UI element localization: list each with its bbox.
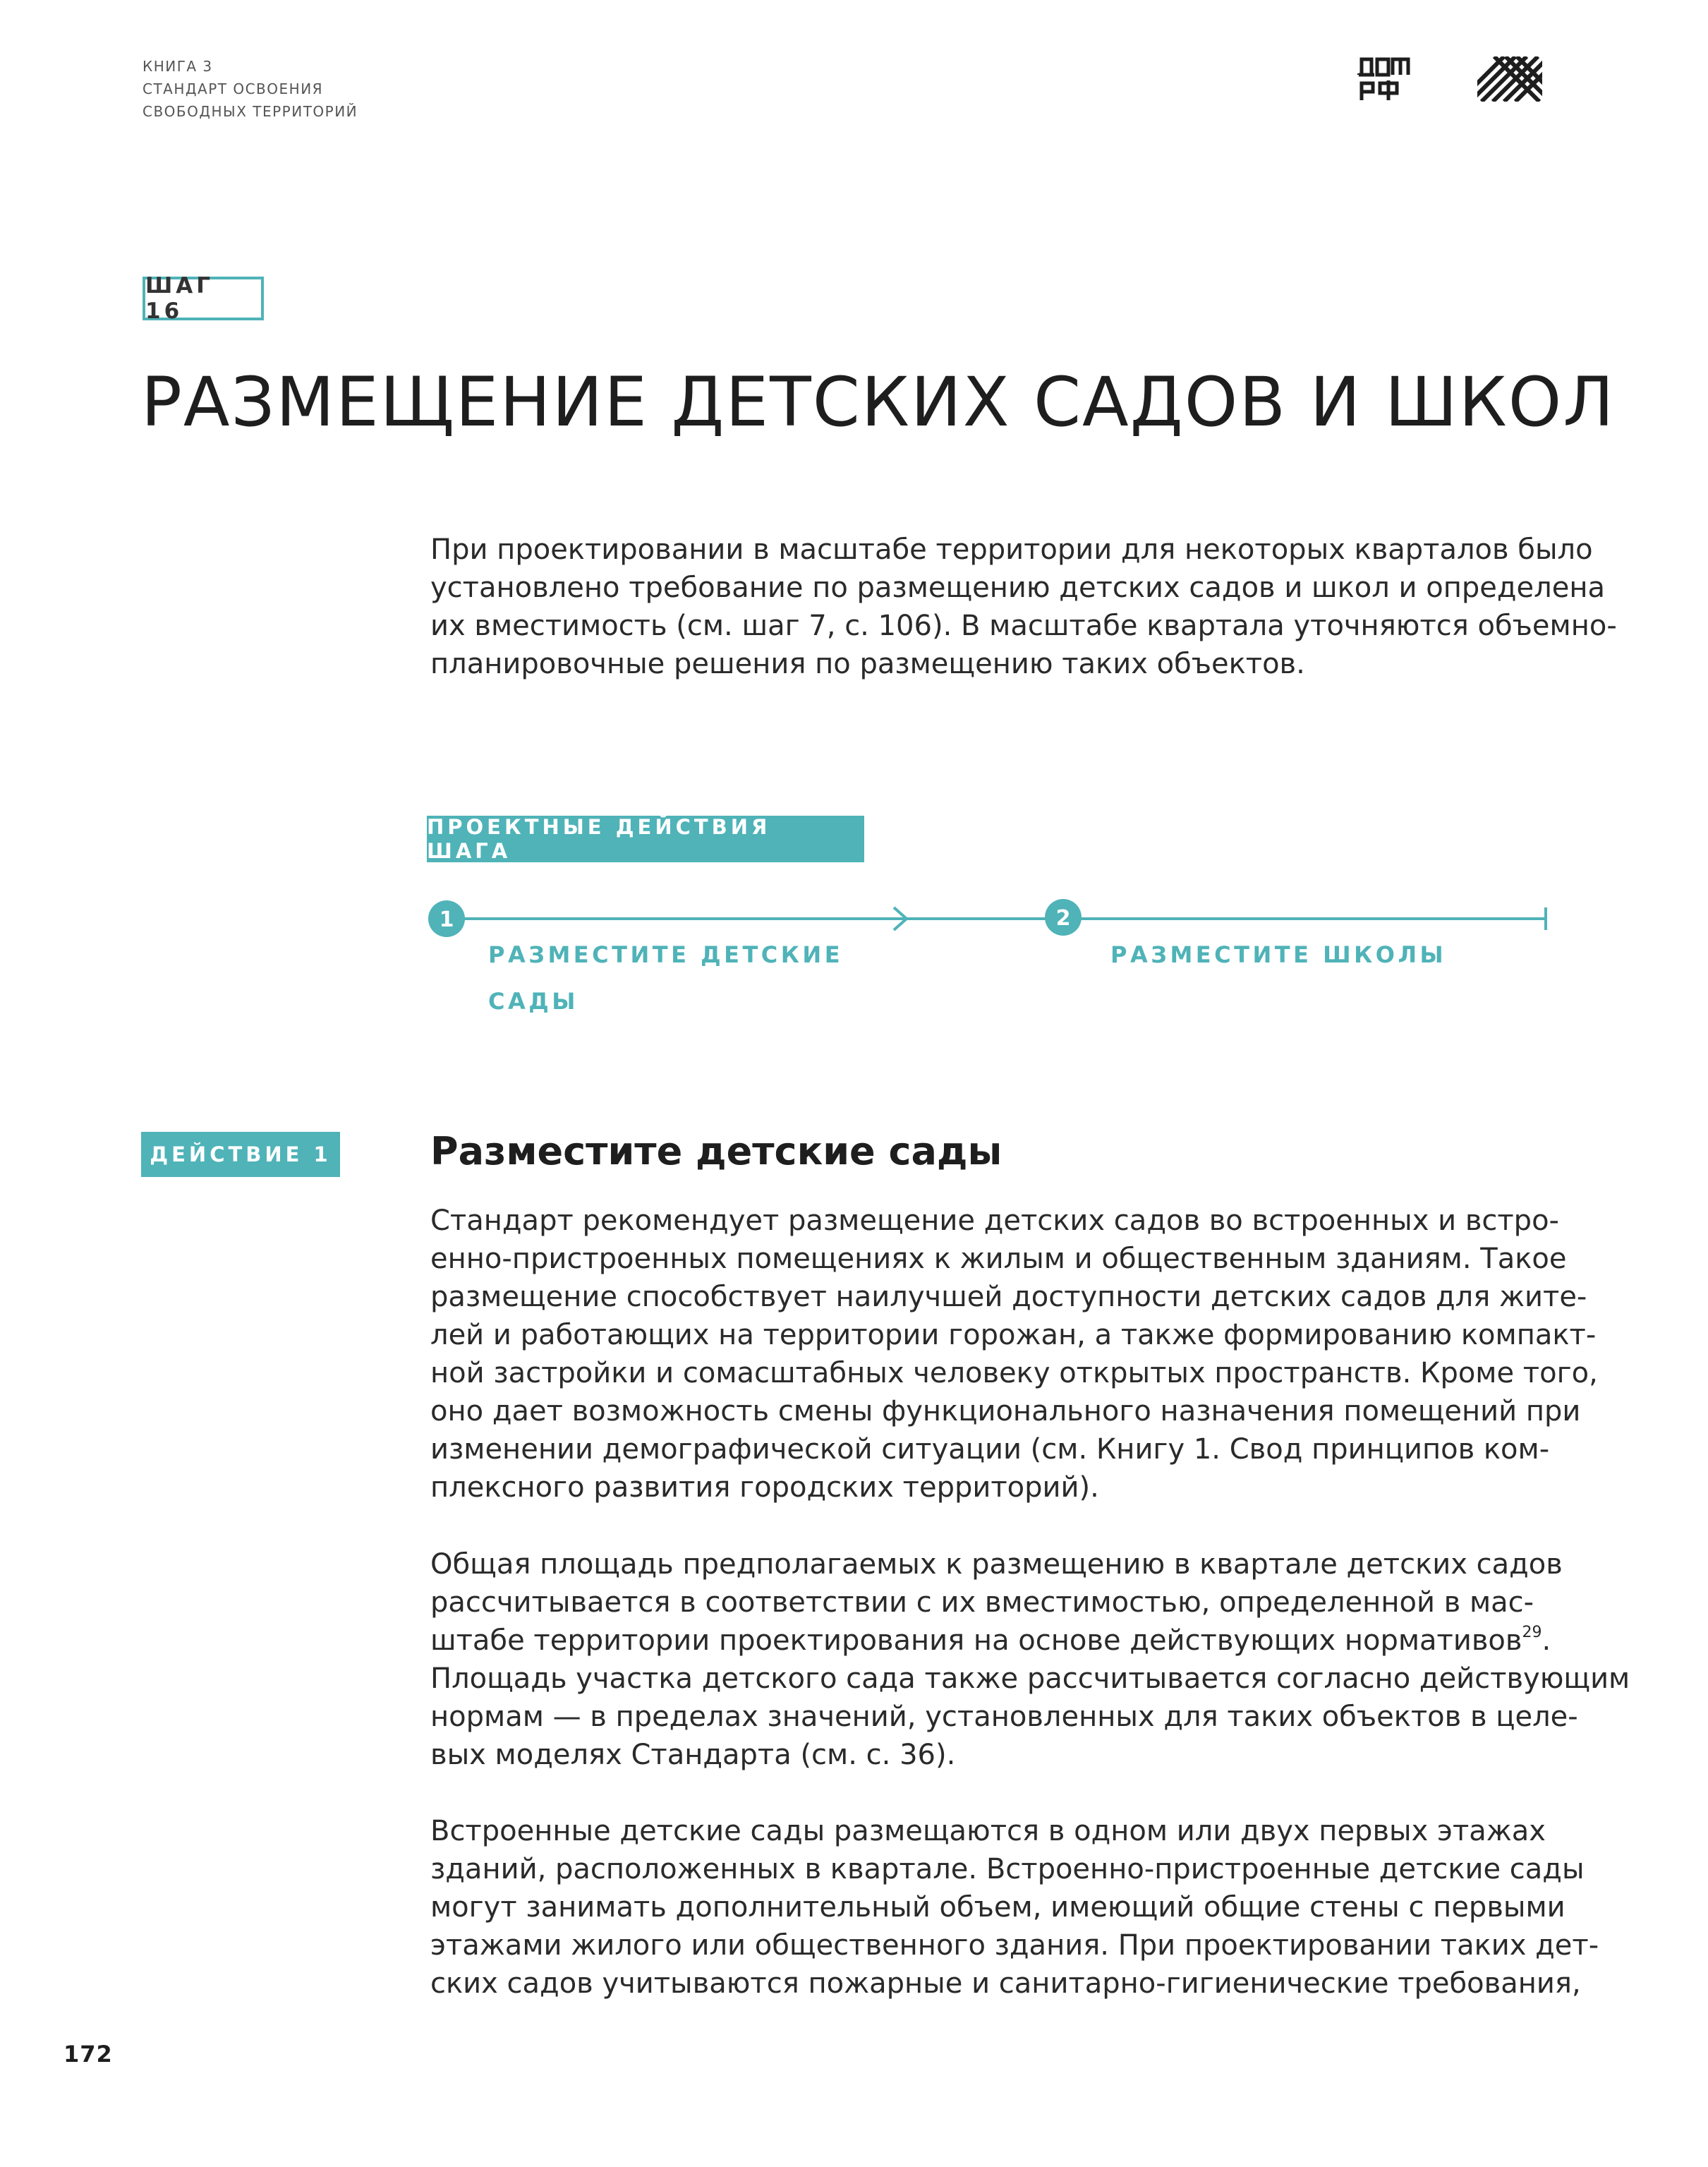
actions-badge: ПРОЕКТНЫЕ ДЕЙСТВИЯ ШАГА: [427, 816, 864, 862]
paragraph-line: размещение способствует наилучшей доступности детских садов для жите-: [430, 1281, 1587, 1313]
timeline-label-1: [488, 931, 843, 1025]
paragraph-line: могут занимать дополнительный объем, имеющий общие стены с первыми: [430, 1891, 1565, 1924]
paragraph-line: рассчитывается в соответствии с их вместимостью, определенной в мас-: [430, 1586, 1534, 1619]
page-title: РАЗМЕЩЕНИЕ ДЕТСКИХ САДОВ И ШКОЛ: [141, 363, 1616, 442]
paragraph-line: лей и работающих на территории горожан, а также формированию компакт-: [430, 1319, 1597, 1351]
paragraph-text: штабе территории проектирования на основе действующих нормативов: [430, 1624, 1522, 1657]
timeline-number-2: 2: [1055, 906, 1071, 931]
intro-line: планировочные решения по размещению таких объектов.: [430, 648, 1305, 680]
paragraph-line: Общая площадь предполагаемых к размещению в квартале детских садов: [430, 1548, 1563, 1581]
pattern-logo-icon: [1477, 56, 1542, 102]
paragraph-line: Встроенные детские сады размещаются в одном или двух первых этажах: [430, 1815, 1546, 1847]
paragraph-line: оно дает возможность смены функционального назначения помещений при: [430, 1395, 1581, 1427]
page-number: 172: [63, 2041, 113, 2068]
paragraph-line: Площадь участка детского сада также рассчитывается согласно действующим: [430, 1662, 1630, 1695]
paragraph-3: [430, 1812, 1599, 2003]
timeline-label-2: [1110, 931, 1446, 978]
paragraph-text: .: [1542, 1624, 1551, 1657]
footnote-ref[interactable]: 29: [1522, 1624, 1542, 1641]
action-badge: ДЕЙСТВИЕ 1: [141, 1132, 340, 1177]
book-label: [143, 55, 358, 123]
paragraph-2: [430, 1545, 1630, 1774]
timeline-label-line: РАЗМЕСТИТЕ ДЕТСКИЕ: [488, 941, 844, 968]
paragraph-line: плексного развития городских территорий).: [430, 1471, 1099, 1504]
paragraph-line: енно-пристроенных помещениях к жилым и общественным зданиям. Такое: [430, 1243, 1567, 1275]
section-heading: Разместите детские сады: [430, 1129, 1003, 1173]
paragraph-line: вых моделях Стандарта (см. с. 36).: [430, 1739, 956, 1771]
paragraph-line-with-footnote: [430, 1622, 1552, 1660]
dom-rf-logo: [1357, 55, 1411, 104]
paragraph-line: зданий, расположенных в квартале. Встроенно-пристроенные детские сады: [430, 1853, 1585, 1885]
book-label-line: КНИГА 3: [143, 58, 213, 75]
paragraph-line: Стандарт рекомендует размещение детских садов во встроенных и встро-: [430, 1205, 1559, 1237]
intro-line: установлено требование по размещению детских садов и школ и определена: [430, 572, 1605, 604]
intro-line: их вместимость (см. шаг 7, с. 106). В масштабе квартала уточняются объемно-: [430, 610, 1617, 642]
step-badge: ШАГ 16: [143, 277, 264, 320]
paragraph-1: [430, 1202, 1598, 1507]
intro-line: При проектировании в масштабе территории для некоторых кварталов было: [430, 533, 1593, 566]
paragraph-line: изменении демографической ситуации (см. Книгу 1. Свод принципов ком-: [430, 1433, 1550, 1466]
paragraph-line: нормам — в пределах значений, установленных для таких объектов в целе-: [430, 1701, 1578, 1733]
timeline-label-line: РАЗМЕСТИТЕ ШКОЛЫ: [1110, 941, 1447, 968]
book-label-line: СВОБОДНЫХ ТЕРРИТОРИЙ: [143, 103, 358, 120]
timeline-label-line: САДЫ: [488, 988, 579, 1015]
paragraph-line: этажами жилого или общественного здания. При проектировании таких дет-: [430, 1929, 1599, 1962]
intro-paragraph: [430, 531, 1617, 683]
paragraph-line: ной застройки и сомасштабных человеку открытых пространств. Кроме того,: [430, 1357, 1598, 1389]
paragraph-line: ских садов учитываются пожарные и санитарно-гигиенические требования,: [430, 1967, 1581, 2000]
book-label-line: СТАНДАРТ ОСВОЕНИЯ: [143, 80, 324, 97]
timeline-number-1: 1: [439, 907, 454, 932]
